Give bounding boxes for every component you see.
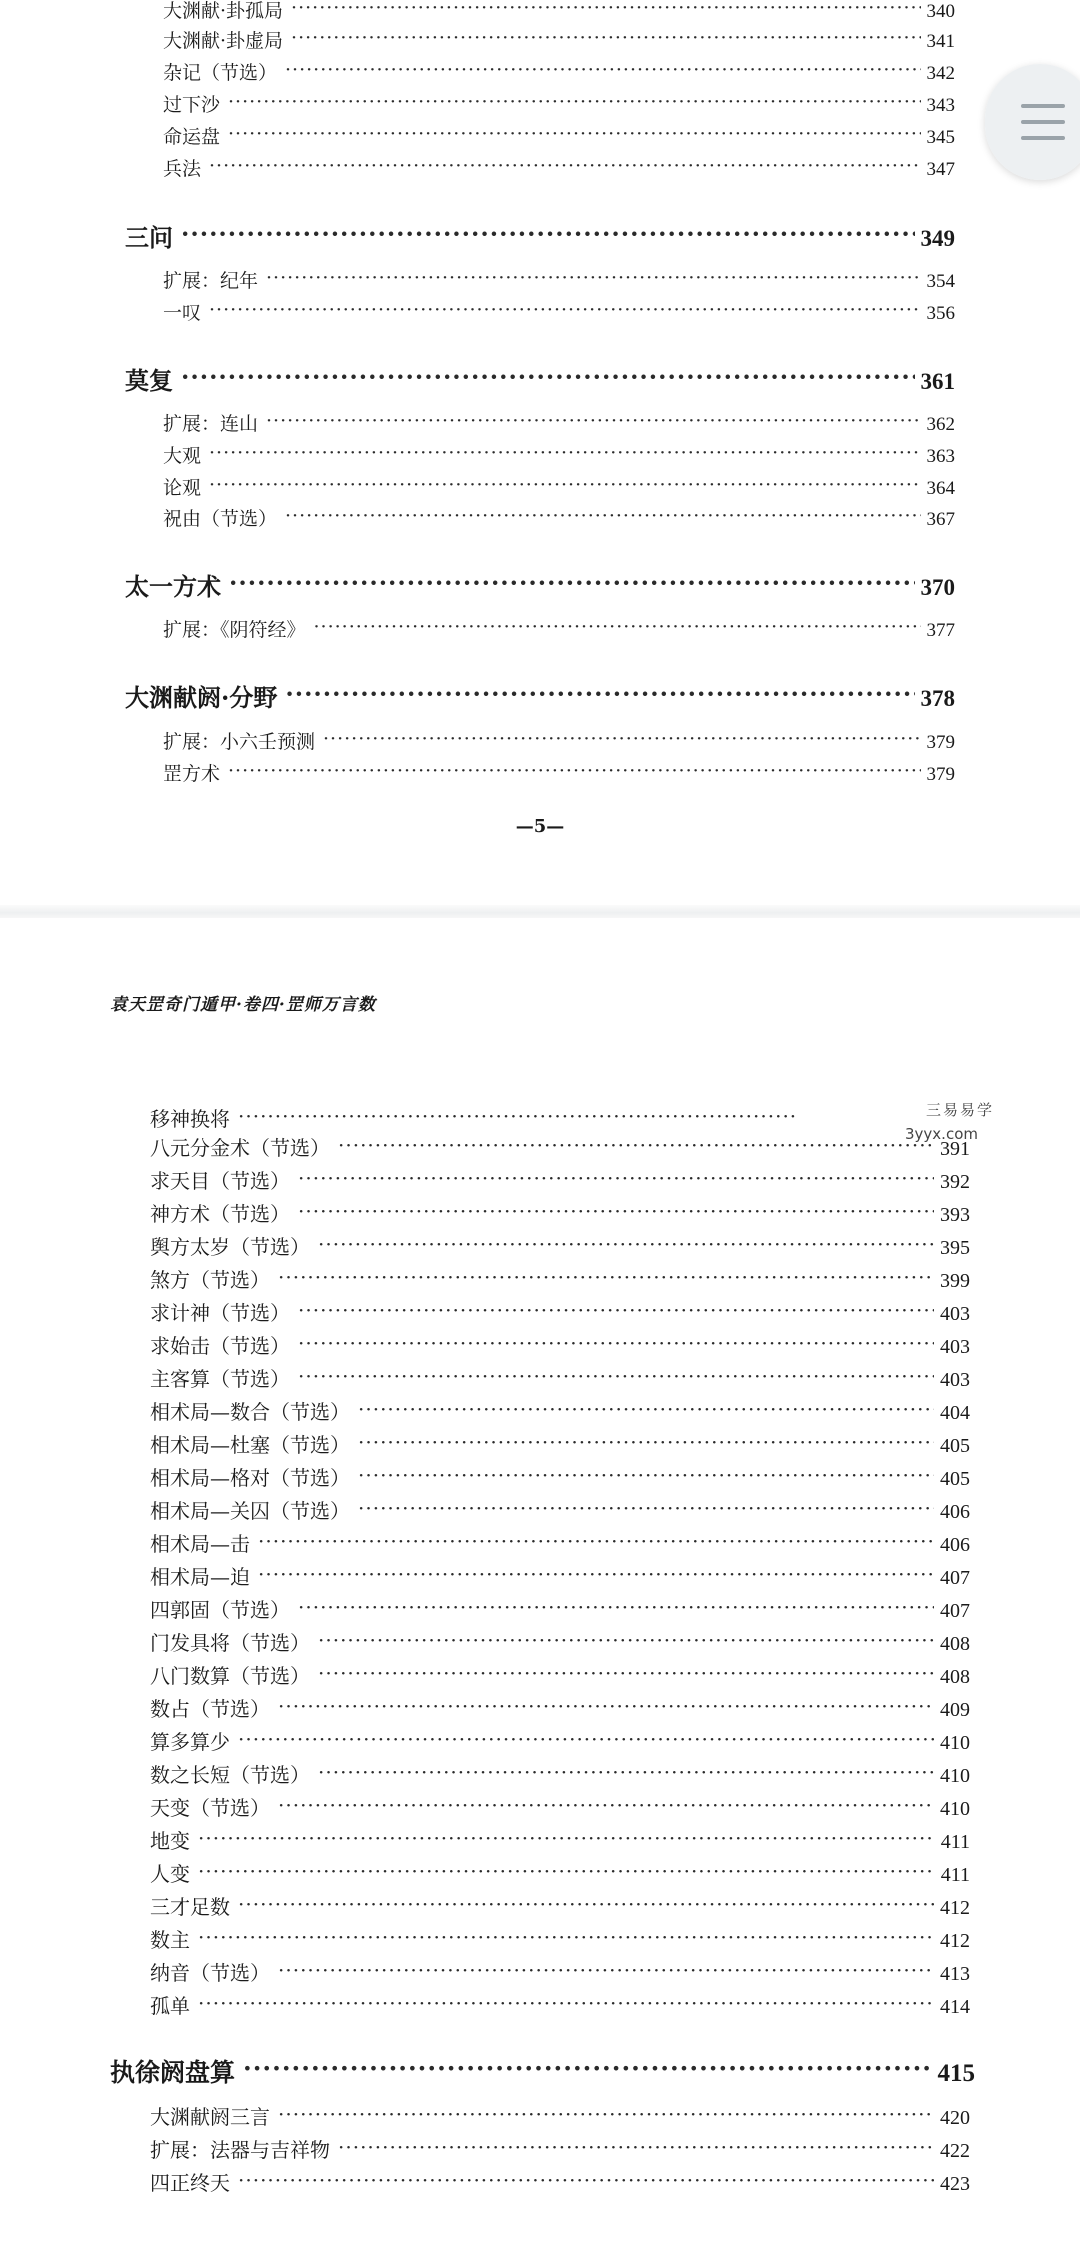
toc-entry: [150, 1957, 970, 1987]
dot-leader: [181, 222, 915, 246]
toc-entry-title: 大渊献阏三言: [150, 2105, 270, 2129]
dot-leader: [338, 1135, 934, 1155]
dot-leader: [291, 28, 920, 47]
toc-entry-title: 命运盘: [163, 126, 221, 148]
toc-page-number: 362: [926, 414, 955, 435]
toc-entry: [150, 1132, 970, 1162]
toc-entry-title: 大观: [163, 445, 202, 467]
toc-entry-title: 天变（节选）: [150, 1796, 270, 1820]
toc-page-number: 367: [926, 509, 955, 530]
toc-page-5: [0, 0, 1080, 905]
dot-leader: [338, 2137, 934, 2157]
toc-page-number: 410: [940, 1765, 970, 1787]
dot-leader: [278, 1960, 934, 1980]
dot-leader: [266, 268, 920, 287]
toc-page-number: 363: [926, 446, 955, 467]
dot-leader: [285, 682, 914, 706]
toc-entry: [163, 759, 955, 787]
toc-page-number: 377: [926, 620, 955, 641]
toc-chapter-entry: [110, 2053, 975, 2089]
toc-entry-title: 一叹: [163, 302, 202, 324]
toc-entry-title: 莫复: [125, 366, 173, 395]
toc-page-number: 361: [920, 369, 955, 394]
toc-entry-title: 求始击（节选）: [150, 1334, 290, 1358]
dot-leader: [198, 1927, 934, 1947]
dot-leader: [266, 411, 920, 430]
toc-page-number: 342: [926, 63, 955, 84]
toc-entry: [150, 1264, 970, 1294]
dot-leader: [358, 1465, 934, 1485]
dot-leader: [228, 761, 920, 780]
toc-page-number: 413: [940, 1963, 970, 1985]
toc-page-number: 378: [920, 686, 955, 711]
toc-entry: [150, 1693, 970, 1723]
toc-entry: [150, 1528, 970, 1558]
toc-entry-title: 求计神（节选）: [150, 1301, 290, 1325]
toc-entry: [163, 266, 955, 294]
toc-page-number: 406: [940, 1501, 970, 1523]
toc-entry-title: 八门数算（节选）: [150, 1664, 310, 1688]
toc-page-number: 410: [940, 1732, 970, 1754]
hamburger-menu-icon: [1021, 104, 1065, 108]
dot-leader: [228, 124, 920, 143]
toc-entry: [150, 1297, 970, 1327]
toc-entry: [163, 0, 955, 24]
toc-entry-title: 太一方术: [125, 572, 221, 601]
dot-leader: [278, 1795, 934, 1815]
hamburger-menu-icon: [1021, 120, 1065, 124]
toc-entry-title: 门发具将（节选）: [150, 1631, 310, 1655]
toc-entry: [163, 473, 955, 501]
toc-entry-title: 四郭固（节选）: [150, 1598, 290, 1622]
toc-entry: [150, 1990, 970, 2020]
dot-leader: [258, 1531, 934, 1551]
toc-page-number: 420: [940, 2107, 970, 2129]
dot-leader: [285, 60, 920, 79]
toc-entry: [150, 1924, 970, 1954]
running-head: 袁天罡奇门遁甲·卷四·罡师万言数: [110, 995, 376, 1015]
toc-page-number: 403: [940, 1336, 970, 1358]
toc-entry: [163, 504, 955, 532]
toc-chapter-entry: [125, 218, 955, 252]
toc-page-number: 411: [940, 1831, 970, 1853]
toc-entry-title: 过下沙: [163, 94, 221, 116]
toc-page-number: 414: [940, 1996, 970, 2018]
toc-page-number: 354: [926, 271, 955, 292]
toc-entry: [163, 727, 955, 755]
toc-entry-title: 相术局—数合（节选）: [150, 1400, 350, 1424]
toc-entry: [150, 1396, 970, 1426]
toc-entry: [163, 298, 955, 326]
toc-entry: [150, 1858, 970, 1888]
toc-entry-title: 煞方（节选）: [150, 1268, 270, 1292]
toc-page-number: 364: [926, 478, 955, 499]
dot-leader: [278, 2104, 934, 2124]
toc-entry: [150, 1627, 970, 1657]
dot-leader: [314, 617, 921, 636]
dot-leader: [278, 1267, 934, 1287]
toc-entry: [150, 1165, 970, 1195]
toc-page-number: 404: [940, 1402, 970, 1424]
dot-leader: [229, 571, 915, 595]
toc-entry-title: 八元分金术（节选）: [150, 1136, 330, 1160]
toc-entry: [163, 409, 955, 437]
dot-leader: [209, 475, 920, 494]
watermark-line-2: 3yyx.com: [905, 1125, 978, 1143]
dot-leader: [243, 2056, 931, 2081]
toc-entry-title: 三才足数: [150, 1895, 230, 1919]
toc-page-number: 408: [940, 1633, 970, 1655]
toc-page-number: 403: [940, 1369, 970, 1391]
toc-page-number: 405: [940, 1435, 970, 1457]
toc-page-number: 347: [926, 159, 955, 180]
toc-entry-title: 数之长短（节选）: [150, 1763, 310, 1787]
toc-entry: [150, 1891, 970, 1921]
dot-leader: [198, 1861, 935, 1881]
toc-entry: [150, 1660, 970, 1690]
toc-entry: [163, 154, 955, 182]
toc-entry: [150, 1792, 970, 1822]
toc-entry: [163, 615, 955, 643]
toc-page-number: 379: [926, 764, 955, 785]
toc-page-number: 370: [920, 575, 955, 600]
toc-entry-title: 孤单: [150, 1994, 190, 2018]
dot-leader: [323, 729, 920, 748]
page-number: —5—: [515, 816, 565, 837]
dot-leader: [278, 1696, 934, 1716]
dot-leader: [358, 1399, 934, 1419]
dot-leader: [198, 1993, 934, 2013]
toc-entry-title: 算多算少: [150, 1730, 230, 1754]
toc-entry-title: 相术局—格对（节选）: [150, 1466, 350, 1490]
dot-leader: [298, 1366, 934, 1386]
toc-page-number: 392: [940, 1171, 970, 1193]
toc-entry: [150, 2101, 970, 2131]
toc-entry-title: 人变: [150, 1862, 190, 1886]
dot-leader: [228, 92, 920, 111]
toc-entry-title: 数主: [150, 1928, 190, 1952]
dot-leader: [209, 156, 920, 175]
toc-page-number: 423: [940, 2173, 970, 2195]
toc-chapter-entry: [125, 678, 955, 712]
toc-entry-title: 论观: [163, 477, 202, 499]
toc-page-number: 412: [940, 1930, 970, 1952]
toc-chapter-entry: [125, 361, 955, 395]
toc-entry-title: 大渊献·卦孤局: [163, 0, 284, 22]
toc-entry-title: 祝由（节选）: [163, 508, 278, 530]
toc-page-number: 356: [926, 303, 955, 324]
dot-leader: [358, 1432, 934, 1452]
toc-entry: [150, 1363, 970, 1393]
dot-leader: [298, 1168, 934, 1188]
toc-entry: [150, 1825, 970, 1855]
dot-leader: [291, 0, 920, 17]
watermark: [905, 1098, 1015, 1146]
dot-leader: [238, 1106, 798, 1126]
dot-leader: [209, 300, 920, 319]
toc-entry: [163, 26, 955, 54]
toc-page-number: 341: [926, 31, 955, 52]
toc-entry-title: 执徐阏盘算: [110, 2058, 236, 2087]
dot-leader: [198, 1828, 935, 1848]
dot-leader: [238, 1729, 934, 1749]
toc-entry-title: 纳音（节选）: [150, 1961, 270, 1985]
toc-page-number: 405: [940, 1468, 970, 1490]
watermark-line-1: 三易易学: [925, 1101, 994, 1119]
toc-entry: [150, 2134, 970, 2164]
toc-entry: [163, 90, 955, 118]
dot-leader: [298, 1333, 934, 1353]
toc-entry-title: 扩展：小六壬预测: [163, 731, 316, 753]
toc-entry-title: 相术局—击: [150, 1532, 250, 1556]
toc-entry: [150, 1198, 970, 1228]
toc-entry: [150, 1759, 970, 1789]
toc-entry: [150, 2167, 970, 2197]
toc-page-number: 409: [940, 1699, 970, 1721]
dot-leader: [318, 1663, 934, 1683]
dot-leader: [298, 1300, 934, 1320]
toc-page-number: 343: [926, 95, 955, 116]
toc-page-number: 415: [937, 2060, 975, 2087]
toc-entry-title: 四正终天: [150, 2171, 230, 2195]
toc-entry-title: 相术局—关囚（节选）: [150, 1499, 350, 1523]
toc-entry-title: 数占（节选）: [150, 1697, 270, 1721]
dot-leader: [258, 1564, 934, 1584]
toc-entry-title: 相术局—杜塞（节选）: [150, 1433, 350, 1457]
toc-page-number: 407: [940, 1567, 970, 1589]
toc-page-number: 407: [940, 1600, 970, 1622]
dot-leader: [318, 1630, 934, 1650]
toc-entry-title: 扩展：纪年: [163, 270, 259, 292]
toc-page-number: 422: [940, 2140, 970, 2162]
toc-page-number: 412: [940, 1897, 970, 1919]
toc-page-number: 349: [920, 226, 955, 251]
dot-leader: [318, 1762, 934, 1782]
toc-entry-title: 罡方术: [163, 763, 221, 785]
toc-page-number: 391: [940, 1138, 970, 1160]
toc-entry: [150, 1429, 970, 1459]
toc-entry: [150, 1726, 970, 1756]
toc-page-number: 411: [940, 1864, 970, 1886]
toc-entry-title: 扩展：法器与吉祥物: [150, 2138, 330, 2162]
dot-leader: [209, 443, 920, 462]
toc-entry: [150, 1561, 970, 1591]
toc-entry-title: 移神换将: [150, 1107, 230, 1131]
dot-leader: [238, 1894, 934, 1914]
toc-page-number: 393: [940, 1204, 970, 1226]
toc-entry: [163, 441, 955, 469]
toc-entry-title: 扩展：连山: [163, 413, 259, 435]
toc-page-number: 345: [926, 127, 955, 148]
toc-entry: [150, 1495, 970, 1525]
toc-entry-title: 三问: [125, 223, 173, 252]
toc-entry: [150, 1231, 970, 1261]
toc-page-number: 408: [940, 1666, 970, 1688]
toc-entry: [150, 1462, 970, 1492]
dot-leader: [285, 506, 920, 525]
toc-page-number: 403: [940, 1303, 970, 1325]
toc-page-number: 340: [926, 1, 955, 22]
hamburger-menu-icon: [1021, 136, 1065, 140]
toc-page-number: 399: [940, 1270, 970, 1292]
toc-page-number: 406: [940, 1534, 970, 1556]
page-separator: [0, 905, 1080, 918]
toc-entry-title: 扩展：《阴符经》: [163, 619, 306, 641]
toc-entry: [163, 122, 955, 150]
toc-entry: [163, 58, 955, 86]
toc-entry-title: 兵法: [163, 158, 202, 180]
toc-entry-title: 大渊献阏·分野: [125, 683, 278, 712]
dot-leader: [318, 1234, 934, 1254]
toc-page-number: 410: [940, 1798, 970, 1820]
toc-entry: [150, 1103, 970, 1133]
dot-leader: [358, 1498, 934, 1518]
toc-entry-title: 大渊献·卦虚局: [163, 30, 284, 52]
dot-leader: [298, 1597, 934, 1617]
toc-chapter-entry: [125, 567, 955, 601]
toc-entry: [150, 1594, 970, 1624]
toc-entry-title: 神方术（节选）: [150, 1202, 290, 1226]
dot-leader: [181, 365, 915, 389]
toc-page-number: 379: [926, 732, 955, 753]
toc-entry-title: 舆方太岁（节选）: [150, 1235, 310, 1259]
menu-button[interactable]: [985, 64, 1080, 180]
toc-entry-title: 求天目（节选）: [150, 1169, 290, 1193]
toc-entry-title: 地变: [150, 1829, 190, 1853]
dot-leader: [298, 1201, 934, 1221]
toc-entry-title: 主客算（节选）: [150, 1367, 290, 1391]
dot-leader: [238, 2170, 934, 2190]
toc-page-number: 395: [940, 1237, 970, 1259]
toc-entry: [150, 1330, 970, 1360]
toc-entry-title: 相术局—迫: [150, 1565, 250, 1589]
toc-entry-title: 杂记（节选）: [163, 62, 278, 84]
